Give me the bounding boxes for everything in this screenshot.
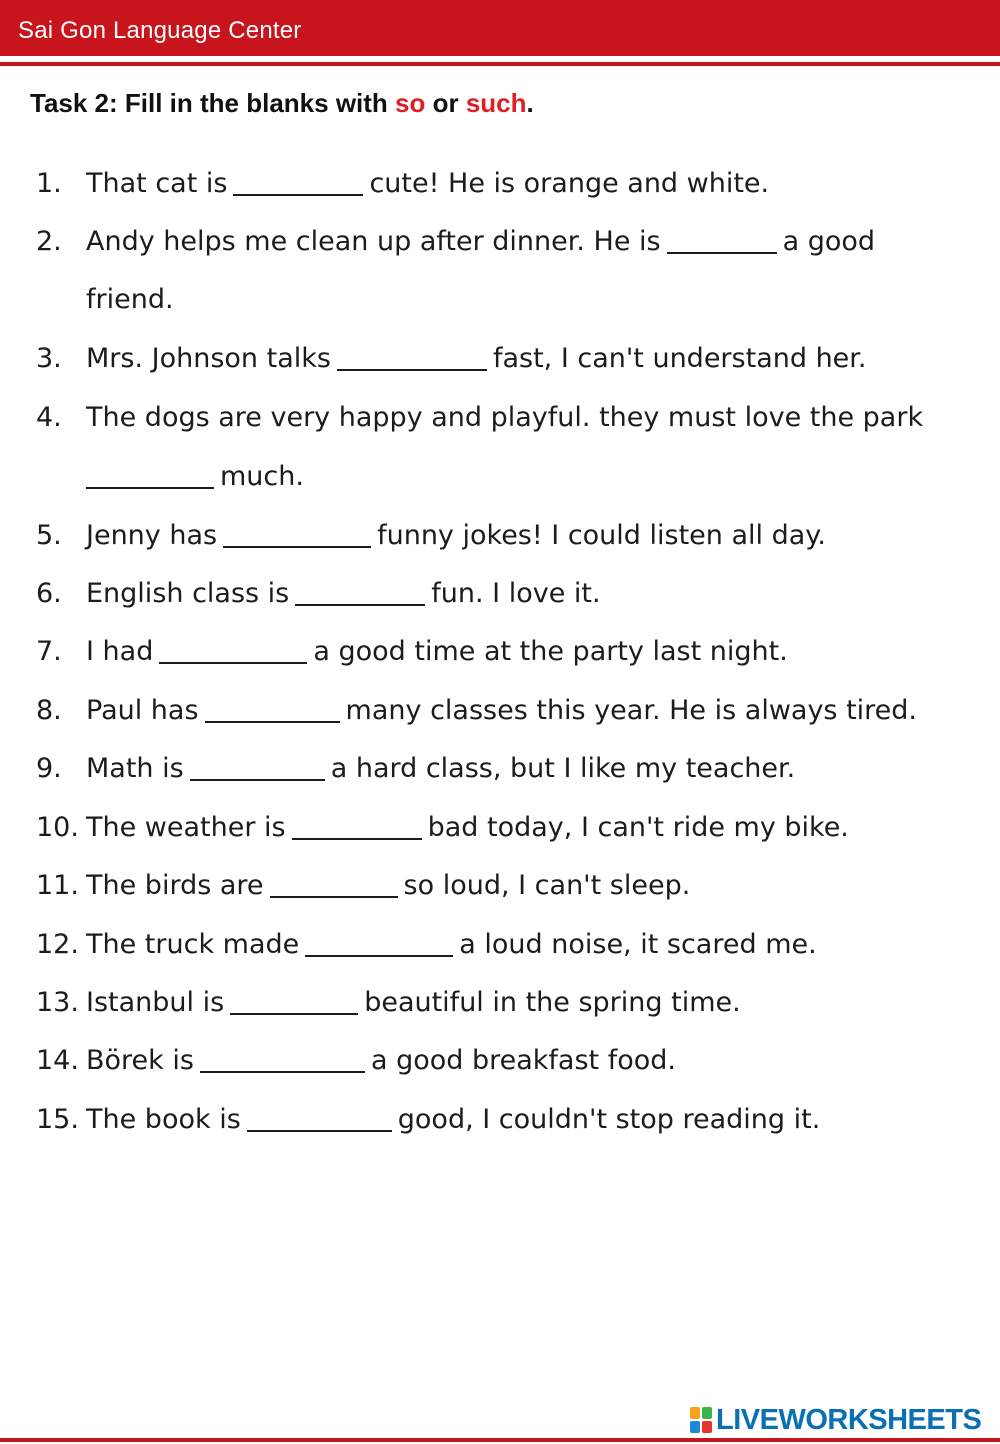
exercise-text: bad today, I can't ride my bike. [427,812,849,843]
exercise-text: so loud, I can't sleep. [403,870,691,901]
exercise-number: 2. [36,226,62,257]
exercise-number: 13. [36,987,79,1018]
task-word-so: so [395,88,426,118]
task-word-such: such [465,88,527,118]
exercise-number: 9. [36,753,62,784]
exercise-text: Mrs. Johnson talks [86,343,331,374]
exercise-text: friend. [86,284,174,315]
header-divider [0,62,1000,66]
answer-blank[interactable] [667,252,777,254]
exercise-text: I had [86,636,154,667]
exercise-text: a good breakfast food. [370,1045,676,1076]
exercise-text: much. [220,461,304,492]
exercise-number: 10. [36,812,79,843]
answer-blank[interactable] [295,604,425,606]
logo-grid-icon [690,1407,712,1433]
exercise-text: The birds are [86,870,264,901]
exercise-text: a good time at the party last night. [313,636,788,667]
answer-blank[interactable] [230,1013,358,1015]
task-middle: or [425,88,466,118]
exercise-number: 6. [36,578,62,609]
exercise-number: 14. [36,1045,79,1076]
exercise-text: a loud noise, it scared me. [459,929,817,960]
exercise-text: funny jokes! I could listen all day. [377,520,827,551]
exercise-text: That cat is [86,168,228,199]
exercise-text: The weather is [86,812,286,843]
answer-blank[interactable] [292,838,422,840]
exercise-text: many classes this year. He is always tired. [345,695,918,726]
liveworksheets-logo [690,1400,981,1440]
exercise-text: a hard class, but I like my teacher. [330,753,796,784]
logo-square [702,1407,712,1419]
exercise-text: fast, I can't understand her. [492,343,867,374]
task-prefix: Task 2: Fill in the blanks with [30,88,396,118]
exercise-text: Istanbul is [86,987,225,1018]
answer-blank[interactable] [270,896,398,898]
exercise-text: cute! He is orange and white. [369,168,770,199]
answer-blank[interactable] [337,369,487,371]
answer-blank[interactable] [223,546,371,548]
exercise-text: English class is [86,578,290,609]
exercise-text: a good [782,226,876,257]
logo-square [702,1421,712,1433]
exercise-text: good, I couldn't stop reading it. [397,1104,821,1135]
exercise-number: 11. [36,870,79,901]
exercise-text: The book is [86,1104,241,1135]
task-title [30,88,534,119]
logo-square [690,1407,700,1419]
exercise-number: 3. [36,343,62,374]
answer-blank[interactable] [247,1130,392,1132]
header-title: Sai Gon Language Center [18,17,302,44]
task-suffix: . [526,88,534,118]
exercise-number: 7. [36,636,62,667]
exercise-number: 1. [36,168,62,199]
exercise-text: The dogs are very happy and playful. they must love the park [86,402,924,433]
exercise-text: The truck made [86,929,300,960]
exercise-text: Börek is [86,1045,194,1076]
answer-blank[interactable] [86,487,214,489]
logo-text: LIVEWORKSHEETS [716,1403,982,1436]
exercise-number: 8. [36,695,62,726]
exercise-text: Math is [86,753,184,784]
answer-blank[interactable] [190,779,325,781]
answer-blank[interactable] [205,721,340,723]
answer-blank[interactable] [159,662,307,664]
exercise-number: 4. [36,402,62,433]
exercise-text: Paul has [86,695,199,726]
answer-blank[interactable] [233,194,363,196]
exercise-text: fun. I love it. [431,578,601,609]
footer-divider [0,1438,1000,1442]
exercise-text: Andy helps me clean up after dinner. He is [86,226,661,257]
exercise-text: Jenny has [86,520,218,551]
answer-blank[interactable] [305,955,453,957]
exercise-text: beautiful in the spring time. [364,987,741,1018]
exercise-number: 15. [36,1104,79,1135]
exercise-number: 12. [36,929,79,960]
logo-square [690,1421,700,1433]
exercise-number: 5. [36,520,62,551]
answer-blank[interactable] [200,1071,365,1073]
